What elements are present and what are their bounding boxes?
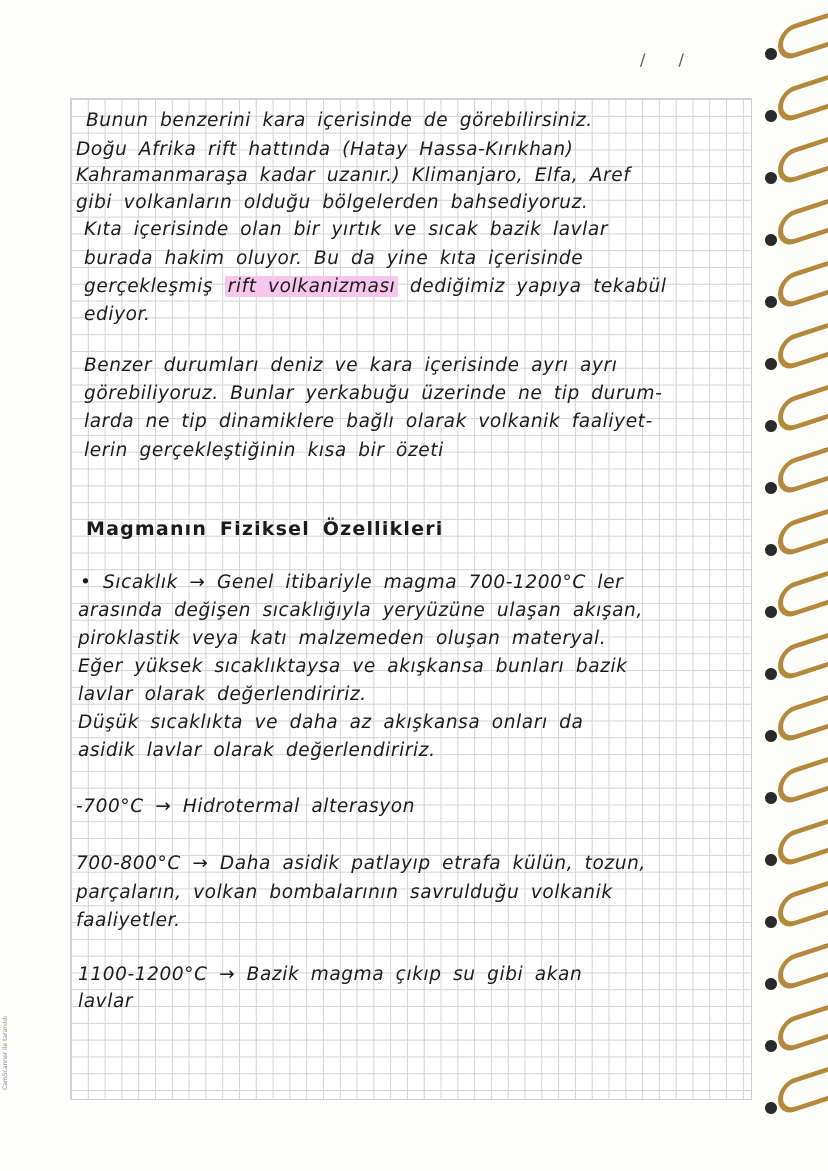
note-text: dediğimiz yapıya tekabül xyxy=(409,276,667,297)
binding-ring xyxy=(778,817,828,869)
section-heading: Magmanın Fiziksel Özellikleri xyxy=(86,518,444,540)
binding-hole xyxy=(765,172,777,184)
binding-ring xyxy=(778,197,828,249)
note-text: gerçekleşmiş xyxy=(84,276,214,297)
binding-ring xyxy=(778,1065,828,1117)
binding-hole xyxy=(765,110,777,122)
binding-ring xyxy=(778,321,828,373)
binding-hole xyxy=(765,544,777,556)
note-line: lavlar xyxy=(78,991,134,1012)
binding-ring xyxy=(778,879,828,931)
note-line: larda ne tip dinamiklere bağlı olarak volkanik faaliyet- xyxy=(84,411,653,432)
binding-hole xyxy=(765,730,777,742)
binding-ring xyxy=(778,507,828,559)
binding-ring xyxy=(778,135,828,187)
binding-hole xyxy=(765,48,777,60)
binding-ring xyxy=(778,693,828,745)
binding-ring xyxy=(778,1003,828,1055)
note-line: 700-800°C → Daha asidik patlayıp etrafa külün, tozun, xyxy=(76,853,646,874)
note-line: Doğu Afrika rift hattında (Hatay Hassa-Kırıkhan) xyxy=(76,139,574,160)
binding-hole xyxy=(765,234,777,246)
note-line: ediyor. xyxy=(84,304,151,325)
note-line: asidik lavlar olarak değerlendiririz. xyxy=(78,740,436,761)
scanner-watermark: CamScanner ile taranıldı xyxy=(2,1016,9,1090)
note-line: -700°C → Hidrotermal alterasyon xyxy=(76,796,416,817)
binding-hole xyxy=(765,978,777,990)
note-line: parçaların, volkan bombalarının savrulduğu volkanik xyxy=(76,882,613,903)
highlighted-term: rift volkanizması xyxy=(225,276,399,297)
date-mark: / / xyxy=(640,50,698,69)
binding-ring xyxy=(778,569,828,621)
binding-hole xyxy=(765,606,777,618)
binding-hole xyxy=(765,1040,777,1052)
binding-ring xyxy=(778,755,828,807)
binding-hole xyxy=(765,482,777,494)
note-line: Kıta içerisinde olan bir yırtık ve sıcak bazik lavlar xyxy=(84,219,609,240)
binding-ring xyxy=(778,445,828,497)
note-line: Benzer durumları deniz ve kara içerisinde ayrı ayrı xyxy=(84,355,618,376)
binding-ring xyxy=(778,383,828,435)
binding-ring xyxy=(778,259,828,311)
binding-hole xyxy=(765,420,777,432)
note-line: lerin gerçekleştiğinin kısa bir özeti xyxy=(84,440,444,461)
note-line: Düşük sıcaklıkta ve daha az akışkansa onları da xyxy=(78,712,584,733)
note-line: • Sıcaklık → Genel itibariyle magma 700-1200°C ler xyxy=(80,572,624,593)
note-line: faaliyetler. xyxy=(76,910,181,931)
binding-ring xyxy=(778,941,828,993)
note-line: Bunun benzerini kara içerisinde de görebilirsiniz. xyxy=(86,110,593,131)
spiral-binding xyxy=(768,20,828,1140)
binding-hole xyxy=(765,296,777,308)
binding-hole xyxy=(765,916,777,928)
binding-hole xyxy=(765,358,777,370)
note-line: burada hakim oluyor. Bu da yine kıta içerisinde xyxy=(84,248,584,269)
binding-hole xyxy=(765,792,777,804)
binding-ring xyxy=(778,73,828,125)
note-line: piroklastik veya katı malzemeden oluşan materyal. xyxy=(78,628,607,649)
binding-ring xyxy=(778,631,828,683)
binding-ring xyxy=(778,11,828,63)
note-line: 1100-1200°C → Bazik magma çıkıp su gibi akan xyxy=(78,964,583,985)
note-line: arasında değişen sıcaklığıyla yeryüzüne ulaşan akışan, xyxy=(78,600,643,621)
binding-hole xyxy=(765,854,777,866)
binding-hole xyxy=(765,1102,777,1114)
note-line xyxy=(84,276,667,297)
binding-hole xyxy=(765,668,777,680)
note-line: görebiliyoruz. Bunlar yerkabuğu üzerinde ne tip durum- xyxy=(84,383,663,404)
note-line: gibi volkanların olduğu bölgelerden bahsediyoruz. xyxy=(76,192,589,213)
note-line: Eğer yüksek sıcaklıktaysa ve akışkansa bunları bazik xyxy=(78,656,628,677)
note-line: lavlar olarak değerlendiririz. xyxy=(78,684,367,705)
note-line: Kahramanmaraşa kadar uzanır.) Klimanjaro, Elfa, Aref xyxy=(76,165,631,186)
